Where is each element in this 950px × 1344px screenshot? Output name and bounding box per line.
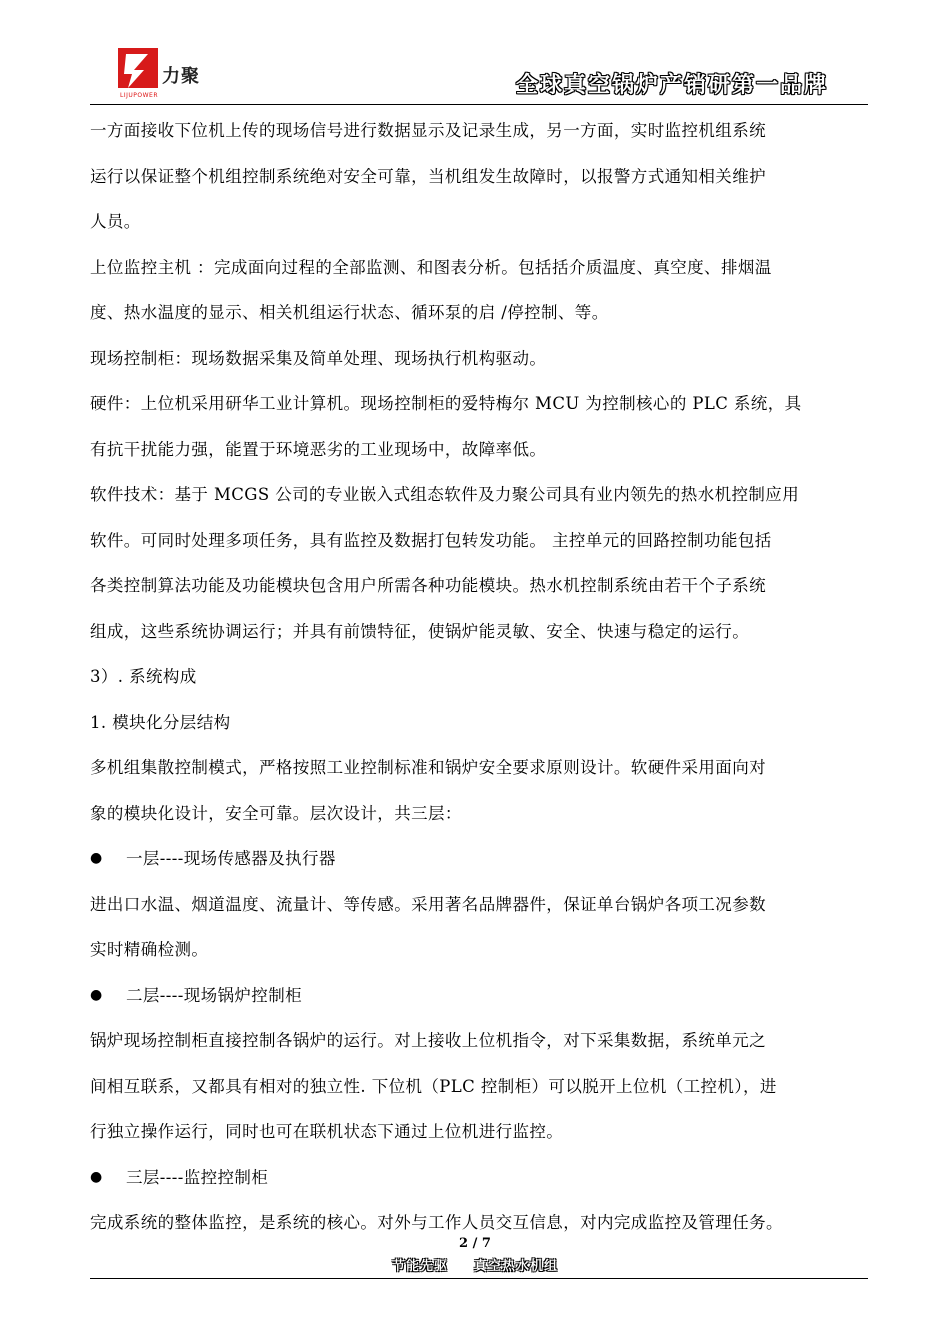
- paragraph-line: [90, 290, 868, 336]
- document-body: [90, 108, 868, 1246]
- paragraph-line: [90, 745, 868, 791]
- paragraph-line: [90, 108, 868, 154]
- paragraph-text: 间相互联系，又都具有相对的独立性. 下位机（PLC 控制柜）可以脱开上位机（工控机），进: [90, 1076, 777, 1096]
- paragraph-text: 行独立操作运行，同时也可在联机状态下通过上位机进行监控。: [90, 1122, 564, 1141]
- paragraph-line: [90, 973, 868, 1019]
- footer-divider: [90, 1278, 868, 1279]
- paragraph-line: [90, 1109, 868, 1155]
- paragraph-line: [90, 1064, 868, 1110]
- paragraph-text: 实时精确检测。: [90, 940, 209, 959]
- paragraph-text: 3）. 系统构成: [90, 667, 197, 686]
- paragraph-line: [90, 199, 868, 245]
- paragraph-line: [90, 381, 868, 427]
- paragraph-text: 人员。: [90, 212, 141, 231]
- paragraph-text: 软件技术：基于 MCGS 公司的专业嵌入式组态软件及力聚公司具有业内领先的热水机控制应用: [90, 485, 800, 504]
- paragraph-text: 1. 模块化分层结构: [90, 712, 231, 732]
- paragraph-line: [90, 336, 868, 382]
- paragraph-text: 现场控制柜：现场数据采集及简单处理、现场执行机构驱动。: [90, 348, 547, 368]
- paragraph-text: 运行以保证整个机组控制系统绝对安全可靠，当机组发生故障时，以报警方式通知相关维护: [90, 166, 766, 186]
- paragraph-text: 进出口水温、烟道温度、流量计、等传感。采用著名品牌器件，保证单台锅炉各项工况参数: [90, 894, 766, 914]
- company-logo: [118, 48, 238, 106]
- paragraph-line: [90, 609, 868, 655]
- logo-text: 力聚: [162, 66, 200, 87]
- paragraph-text: 象的模块化设计，安全可靠。层次设计，共三层：: [90, 803, 462, 823]
- bullet-icon: ●: [90, 1168, 103, 1185]
- paragraph-text: 锅炉现场控制柜直接控制各锅炉的运行。对上接收上位机指令，对下采集数据，系统单元之: [90, 1031, 766, 1050]
- paragraph-text: 多机组集散控制模式，严格按照工业控制标准和锅炉安全要求原则设计。软硬件采用面向对: [90, 758, 766, 777]
- header-divider: [90, 104, 868, 105]
- paragraph-text: 有抗干扰能力强，能置于环境恶劣的工业现场中，故障率低。: [90, 439, 547, 459]
- logo-subtext: LIJUPOWER: [120, 92, 159, 99]
- paragraph-text: 一方面接收下位机上传的现场信号进行数据显示及记录生成，另一方面，实时监控机组系统: [90, 121, 766, 140]
- paragraph-line: [90, 518, 868, 564]
- paragraph-line: [90, 154, 868, 200]
- paragraph-text: 三层----监控控制柜: [126, 1167, 269, 1187]
- footer-slogan-left: 节能先驱: [391, 1259, 448, 1274]
- paragraph-text: 软件。可同时处理多项任务，具有监控及数据打包转发功能。 主控单元的回路控制功能包括: [90, 530, 772, 550]
- page-number: 2 / 7: [459, 1236, 491, 1251]
- paragraph-line: [90, 927, 868, 973]
- bullet-icon: ●: [90, 850, 103, 866]
- page-header: [90, 28, 868, 106]
- paragraph-line: [90, 563, 868, 609]
- paragraph-text: 二层----现场锅炉控制柜: [126, 985, 303, 1005]
- paragraph-text: 各类控制算法功能及功能模块包含用户所需各种功能模块。热水机控制系统由若干个子系统: [90, 576, 766, 595]
- paragraph-text: 一层----现场传感器及执行器: [126, 849, 336, 868]
- paragraph-text: 度、热水温度的显示、相关机组运行状态、循环泵的启 /停控制、等。: [90, 303, 609, 322]
- paragraph-text: 硬件：上位机采用研华工业计算机。现场控制柜的爱特梅尔 MCU 为控制核心的 PLC 系统，具: [90, 394, 802, 413]
- paragraph-line: [90, 1018, 868, 1064]
- bullet-icon: ●: [90, 986, 103, 1003]
- paragraph-line: [90, 700, 868, 746]
- paragraph-line: [90, 427, 868, 473]
- paragraph-text: 完成系统的整体监控，是系统的核心。对外与工作人员交互信息，对内完成监控及管理任务。: [90, 1213, 783, 1232]
- paragraph-line: [90, 1155, 868, 1201]
- paragraph-text: 上位监控主机 ：完成面向过程的全部监测、和图表分析。包括括介质温度、真空度、排烟温: [90, 257, 772, 277]
- paragraph-line: [90, 245, 868, 291]
- footer-slogan: [0, 1255, 950, 1274]
- paragraph-line: [90, 882, 868, 928]
- paragraph-line: [90, 654, 868, 700]
- paragraph-text: 组成，这些系统协调运行；并具有前馈特征，使锅炉能灵敏、安全、快速与稳定的运行。: [90, 621, 750, 641]
- lightning-logo-icon: [118, 48, 158, 94]
- paragraph-line: [90, 791, 868, 837]
- footer-slogan-right: 真空热水机组: [474, 1259, 559, 1274]
- paragraph-line: [90, 836, 868, 882]
- paragraph-line: [90, 472, 868, 518]
- header-slogan: 全球真空锅炉产销研第一品牌: [515, 73, 828, 98]
